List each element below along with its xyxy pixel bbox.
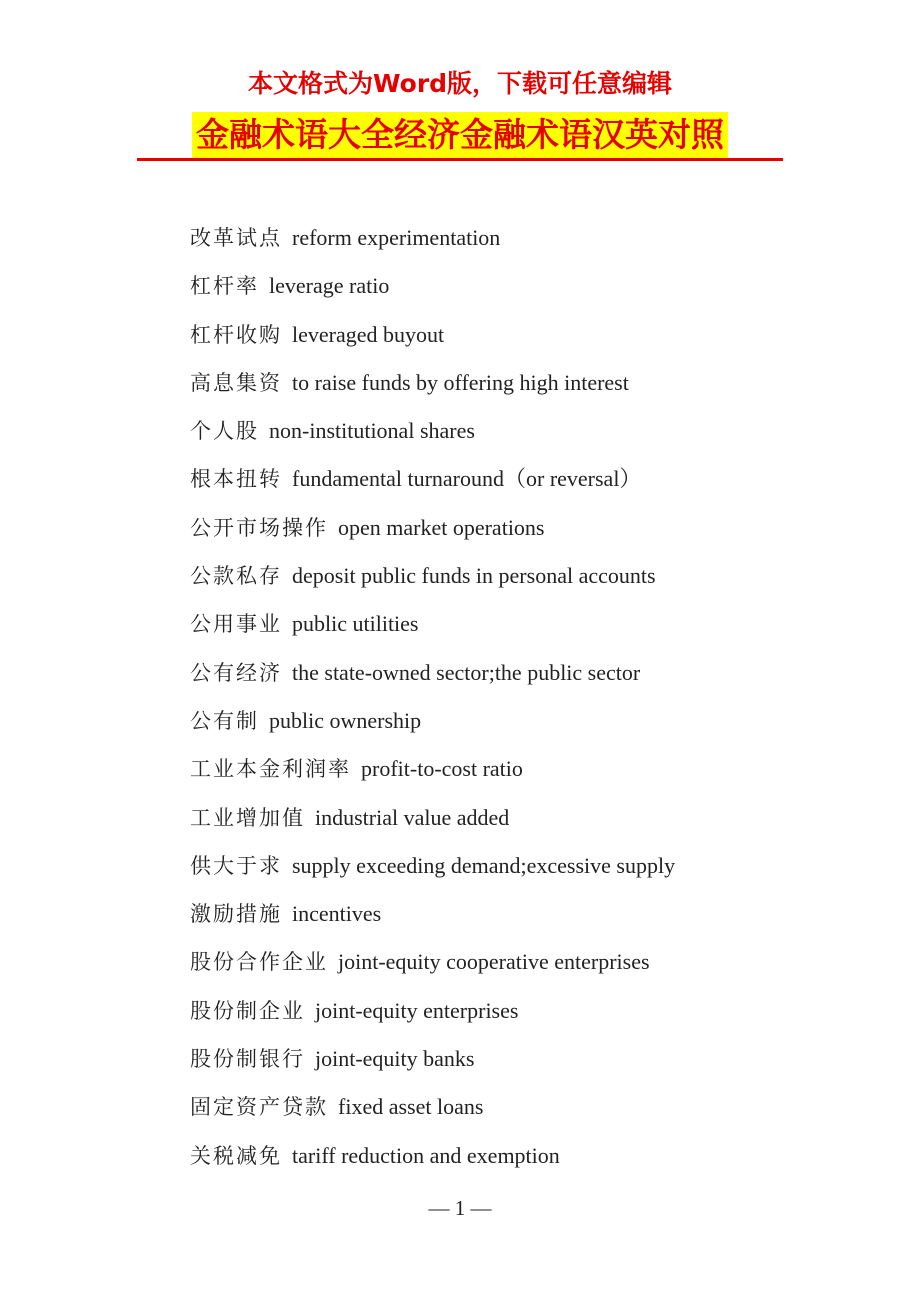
term-english: joint-equity banks bbox=[315, 1046, 475, 1072]
term-english: reform experimentation bbox=[292, 225, 501, 250]
page-number: — 1 — bbox=[428, 1196, 492, 1220]
term-english: tariff reduction and exemption bbox=[292, 1142, 560, 1168]
term-row bbox=[190, 262, 830, 310]
term-row bbox=[190, 649, 830, 697]
term-row bbox=[190, 842, 830, 890]
term-row bbox=[190, 794, 830, 842]
term-english: leverage ratio bbox=[269, 273, 390, 299]
term-row bbox=[190, 600, 830, 648]
term-chinese: 供大于求 bbox=[190, 853, 282, 878]
term-row bbox=[190, 1035, 830, 1083]
term-row bbox=[190, 938, 830, 986]
term-chinese: 公开市场操作 bbox=[190, 515, 328, 540]
term-row bbox=[190, 745, 830, 793]
term-chinese: 固定资产贷款 bbox=[190, 1095, 328, 1120]
document-title: 金融术语大全经济金融术语汉英对照 bbox=[192, 112, 728, 158]
term-english: non-institutional shares bbox=[269, 418, 475, 444]
term-english: joint-equity cooperative enterprises bbox=[338, 949, 650, 975]
term-english: joint-equity enterprises bbox=[315, 997, 519, 1023]
term-chinese: 工业增加值 bbox=[190, 805, 305, 830]
term-chinese: 根本扭转 bbox=[190, 467, 282, 492]
term-english: fixed asset loans bbox=[338, 1094, 484, 1120]
term-chinese: 杠杆收购 bbox=[190, 322, 282, 347]
term-english: incentives bbox=[292, 901, 382, 927]
title-container bbox=[0, 112, 920, 158]
term-english: public ownership bbox=[269, 707, 422, 733]
title-divider bbox=[137, 158, 783, 161]
term-chinese: 关税减免 bbox=[190, 1143, 282, 1168]
term-chinese: 激励措施 bbox=[190, 902, 282, 927]
term-chinese: 杠杆率 bbox=[190, 274, 259, 299]
term-row bbox=[190, 311, 830, 359]
term-chinese: 股份制银行 bbox=[190, 1047, 305, 1072]
format-notice: 本文格式为Word版，下载可任意编辑 bbox=[247, 69, 673, 98]
term-english: the state-owned sector;the public sector bbox=[292, 659, 641, 685]
term-row bbox=[190, 504, 830, 552]
term-row bbox=[190, 214, 830, 262]
term-english: leveraged buyout bbox=[292, 321, 445, 347]
term-row bbox=[190, 987, 830, 1035]
term-row bbox=[190, 1132, 830, 1180]
term-row bbox=[190, 407, 830, 455]
term-chinese: 个人股 bbox=[190, 419, 259, 444]
term-english: open market operations bbox=[338, 514, 545, 540]
term-list bbox=[190, 214, 830, 1180]
term-row bbox=[190, 697, 830, 745]
term-chinese: 公款私存 bbox=[190, 564, 282, 589]
term-chinese: 工业本金利润率 bbox=[190, 757, 351, 782]
term-english: profit-to-cost ratio bbox=[361, 756, 523, 782]
term-row bbox=[190, 552, 830, 600]
term-row bbox=[190, 1083, 830, 1131]
term-chinese: 股份合作企业 bbox=[190, 950, 328, 975]
term-english: to raise funds by offering high interest bbox=[292, 369, 629, 395]
term-chinese: 公有经济 bbox=[190, 660, 282, 685]
term-english: supply exceeding demand;excessive supply bbox=[292, 852, 676, 878]
term-chinese: 高息集资 bbox=[190, 370, 282, 395]
term-english: public utilities bbox=[292, 611, 419, 637]
term-chinese: 股份制企业 bbox=[190, 998, 305, 1023]
term-chinese: 公有制 bbox=[190, 708, 259, 733]
term-row bbox=[190, 890, 830, 938]
term-row bbox=[190, 455, 830, 503]
term-english: deposit public funds in personal accounts bbox=[292, 563, 656, 589]
term-chinese: 公用事业 bbox=[190, 612, 282, 637]
term-english: fundamental turnaround（or reversal） bbox=[292, 466, 642, 492]
term-english: industrial value added bbox=[315, 804, 510, 830]
term-chinese: 改革试点 bbox=[190, 226, 282, 250]
term-row bbox=[190, 359, 830, 407]
